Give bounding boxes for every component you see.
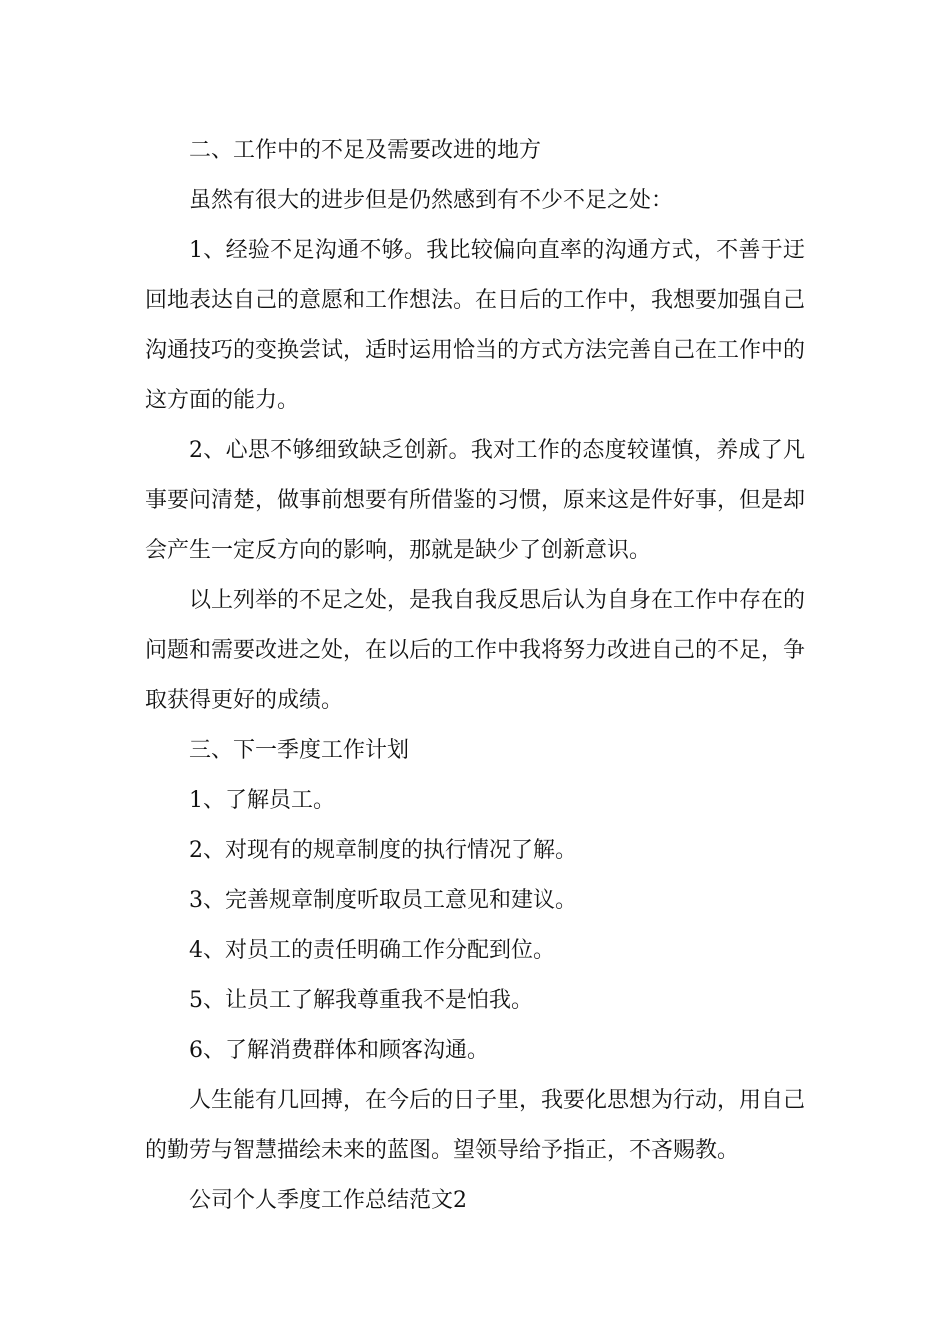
paragraph-closing: 人生能有几回搏，在今后的日子里，我要化思想为行动，用自己的勤劳与智慧描绘未来的蓝图。望领导给予指正，不吝赐教。 <box>145 1088 806 1163</box>
plan-item-6: 6、了解消费群体和顾客沟通。 <box>189 1038 489 1063</box>
paragraph-shortcoming-2: 2、心思不够细致缺乏创新。我对工作的态度较谨慎，养成了凡事要问清楚，做事前想要有所借鉴的习惯，原来这是件好事，但是却会产生一定反方向的影响，那就是缺少了创新意识。 <box>145 438 806 563</box>
section-heading-shortcomings: 二、工作中的不足及需要改进的地方 <box>189 138 542 163</box>
paragraph-intro-shortcomings: 虽然有很大的进步但是仍然感到有不少不足之处： <box>189 188 674 213</box>
plan-item-1: 1、了解员工。 <box>189 788 335 813</box>
next-article-title: 公司个人季度工作总结范文2 <box>189 1188 467 1213</box>
plan-item-3: 3、完善规章制度听取员工意见和建议。 <box>189 888 577 913</box>
paragraph-summary-shortcomings: 以上列举的不足之处，是我自我反思后认为自身在工作中存在的问题和需要改进之处，在以后的工作中我将努力改进自己的不足，争取获得更好的成绩。 <box>145 588 806 713</box>
plan-item-4: 4、对员工的责任明确工作分配到位。 <box>189 938 555 963</box>
section-heading-next-quarter-plan: 三、下一季度工作计划 <box>189 738 410 763</box>
plan-item-2: 2、对现有的规章制度的执行情况了解。 <box>189 838 577 863</box>
plan-item-5: 5、让员工了解我尊重我不是怕我。 <box>189 988 533 1013</box>
paragraph-shortcoming-1: 1、经验不足沟通不够。我比较偏向直率的沟通方式，不善于迂回地表达自己的意愿和工作想法。在日后的工作中，我想要加强自己沟通技巧的变换尝试，适时运用恰当的方式方法完善自己在工作中的这方面的能力。 <box>145 238 806 413</box>
